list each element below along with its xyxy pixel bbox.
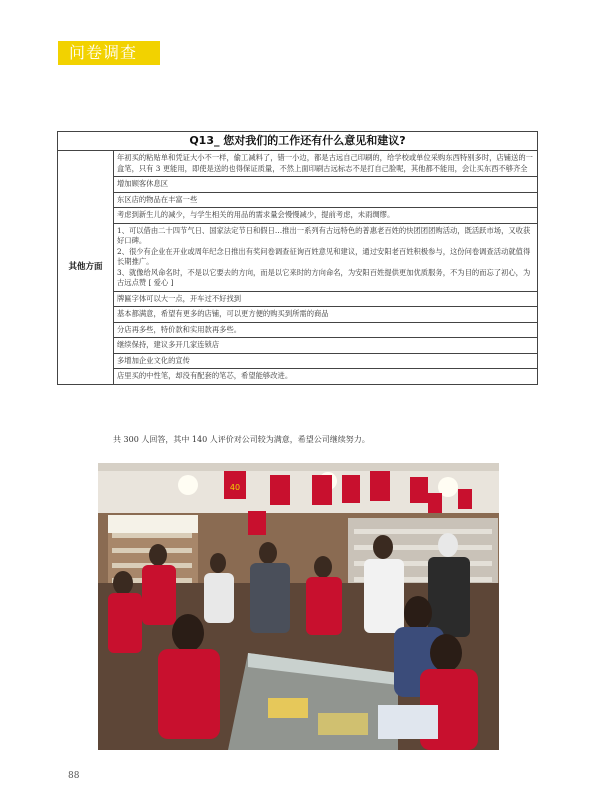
table-row [58, 151, 538, 177]
table-row [58, 307, 538, 323]
store-photo-illustration [98, 463, 499, 750]
question-row [58, 132, 538, 151]
store-photo [98, 463, 499, 750]
question-title: Q13_ 您对我们的工作还有什么意见和建议? [58, 132, 538, 151]
response-cell: 增加顾客休息区 [114, 177, 538, 193]
response-cell: 东区店的物品在丰富一些 [114, 192, 538, 208]
page-number: 88 [68, 771, 80, 781]
response-cell: 考虑到新生儿的减少，与学生相关的用品的需求量会慢慢减少，提前考虑，未雨绸缪。 [114, 208, 538, 224]
response-cell: 继续保持，建议多开几家连锁店 [114, 338, 538, 354]
table-row [58, 291, 538, 307]
response-cell: 年初买的粘贴单和凭证大小不一样，偷工减料了，错一小边，都是古远自己印刷的，给学校或单位采购东西特别多时，店铺送的一盒笔，只有 3 更能用，即使是送的也得保证质量，不然上面印刷古远标志不是打自己脸呢，其他都不能用，会让买东西不够齐全 [114, 151, 538, 177]
table-row [58, 208, 538, 224]
response-cell: 1、可以借由二十四节气日、国家法定节日和假日…推出一系列有古远特色的普惠老百姓的快团团团购活动，既活跃市场，又收获好口碑。 2、很少有企业在开业或周年纪念日推出有奖问卷调查征询百姓意见和建议，通过安阳老百姓积极参与，这份问卷调查活动就值得长期推广。 3、就像给风命名时，不是以它要去的方向，而是以它来时的方向命名，为安阳百姓提供更加优质服务，不为目的而忘了初心，为古远点赞 [ 爱心 ] [114, 223, 538, 291]
table-row [58, 338, 538, 354]
response-cell: 基本都满意，希望有更多的店铺，可以更方便的购买到所需的商品 [114, 307, 538, 323]
response-cell: 多增加企业文化的宣传 [114, 353, 538, 369]
survey-table [57, 131, 538, 385]
table-row [58, 369, 538, 385]
section-title: 问卷调查 [69, 43, 138, 62]
table-row [58, 177, 538, 193]
table-row [58, 322, 538, 338]
category-label: 其他方面 [58, 151, 114, 385]
flag-sign-text: 40 [229, 483, 241, 492]
response-cell: 店里买的中性笔，却没有配套的笔芯，希望能够改进。 [114, 369, 538, 385]
summary-text: 共 300 人回答，其中 140 人评价对公司较为满意，希望公司继续努力。 [113, 435, 370, 444]
table-row [58, 223, 538, 291]
table-row [58, 192, 538, 208]
response-cell: 牌匾字体可以大一点，开车过不好找到 [114, 291, 538, 307]
section-header-band [58, 41, 160, 65]
response-cell: 分店再多些，特价款和实用款再多些。 [114, 322, 538, 338]
table-row [58, 353, 538, 369]
